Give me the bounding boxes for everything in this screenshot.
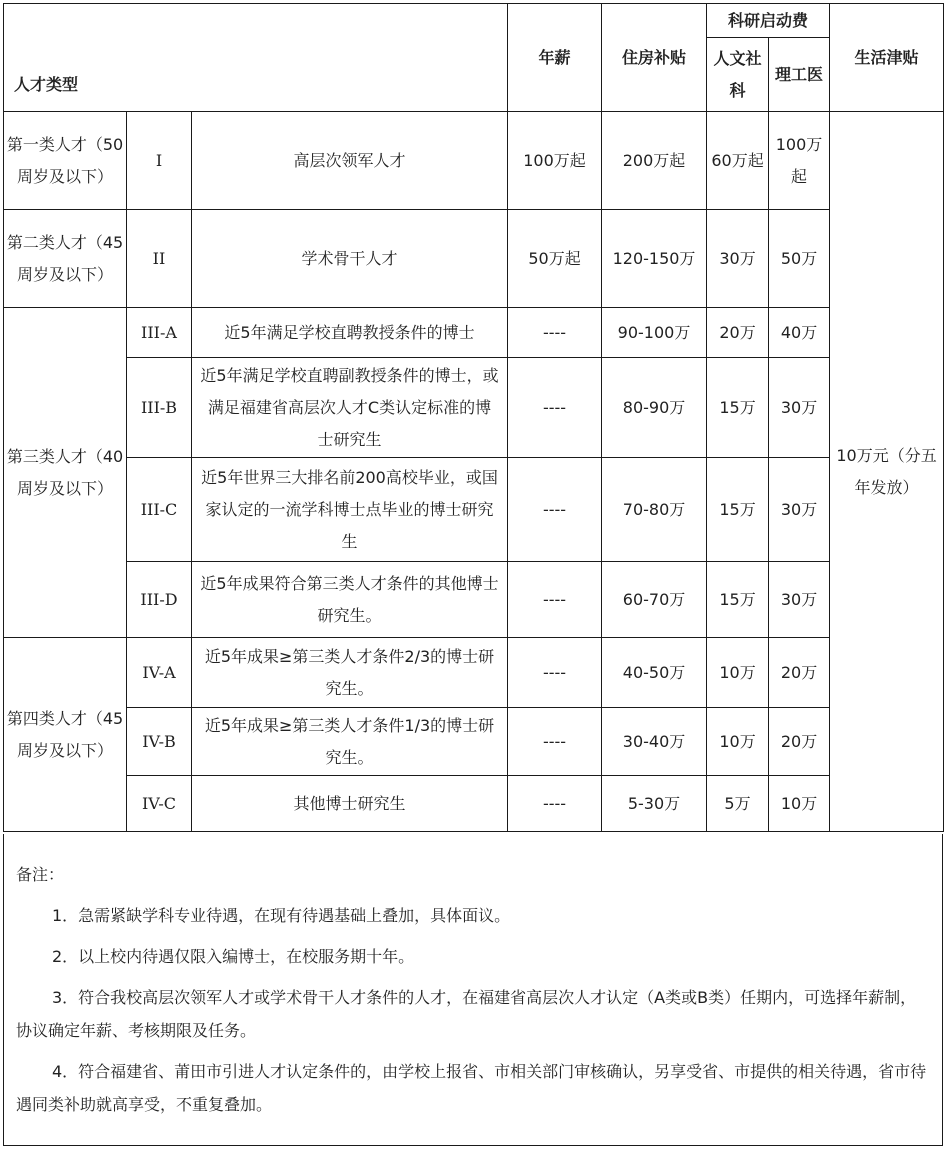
header-salary: 年薪 [508, 4, 602, 112]
salary-value: ---- [508, 708, 602, 776]
humanities-fund: 20万 [707, 308, 769, 358]
header-living-allowance: 生活津贴 [830, 4, 944, 112]
salary-value: ---- [508, 776, 602, 832]
housing-value: 200万起 [602, 112, 707, 210]
header-research-fund: 科研启动费 [707, 4, 830, 38]
category-2: 第二类人才（45周岁及以下） [4, 210, 127, 308]
level-code: IV-B [127, 708, 192, 776]
note-item: 2．以上校内待遇仅限入编博士，在校服务期十年。 [52, 947, 415, 966]
humanities-fund: 15万 [707, 562, 769, 638]
science-fund: 50万 [769, 210, 830, 308]
science-fund: 40万 [769, 308, 830, 358]
living-allowance-value: 10万元（分五年发放） [830, 112, 944, 832]
housing-value: 90-100万 [602, 308, 707, 358]
talent-description: 近5年世界三大排名前200高校毕业，或国家认定的一流学科博士点毕业的博士研究生 [192, 458, 508, 562]
talent-description: 近5年成果符合第三类人才条件的其他博士研究生。 [192, 562, 508, 638]
housing-value: 60-70万 [602, 562, 707, 638]
talent-description: 高层次领军人才 [192, 112, 508, 210]
salary-value: ---- [508, 562, 602, 638]
salary-value: ---- [508, 638, 602, 708]
category-3: 第三类人才（40周岁及以下） [4, 308, 127, 638]
talent-description: 近5年满足学校直聘教授条件的博士 [192, 308, 508, 358]
talent-description: 近5年成果≥第三类人才条件1/3的博士研究生。 [192, 708, 508, 776]
talent-description: 近5年满足学校直聘副教授条件的博士，或满足福建省高层次人才C类认定标准的博士研究生 [192, 358, 508, 458]
housing-value: 70-80万 [602, 458, 707, 562]
salary-value: ---- [508, 458, 602, 562]
science-fund: 20万 [769, 708, 830, 776]
header-humanities: 人文社科 [707, 38, 769, 112]
humanities-fund: 30万 [707, 210, 769, 308]
humanities-fund: 10万 [707, 638, 769, 708]
category-4: 第四类人才（45周岁及以下） [4, 638, 127, 832]
salary-value: 100万起 [508, 112, 602, 210]
humanities-fund: 5万 [707, 776, 769, 832]
talent-description: 学术骨干人才 [192, 210, 508, 308]
science-fund: 10万 [769, 776, 830, 832]
notes-section [3, 834, 943, 1146]
salary-value: ---- [508, 308, 602, 358]
header-talent-type: 人才类型 [4, 4, 508, 112]
salary-value: 50万起 [508, 210, 602, 308]
science-fund: 30万 [769, 358, 830, 458]
header-housing: 住房补贴 [602, 4, 707, 112]
level-code: II [127, 210, 192, 308]
level-code: III-D [127, 562, 192, 638]
talent-description: 近5年成果≥第三类人才条件2/3的博士研究生。 [192, 638, 508, 708]
science-fund: 30万 [769, 458, 830, 562]
housing-value: 5-30万 [602, 776, 707, 832]
category-1: 第一类人才（50周岁及以下） [4, 112, 127, 210]
notes-label: 备注： [16, 865, 65, 884]
humanities-fund: 15万 [707, 358, 769, 458]
humanities-fund: 15万 [707, 458, 769, 562]
science-fund: 30万 [769, 562, 830, 638]
housing-value: 120-150万 [602, 210, 707, 308]
science-fund: 20万 [769, 638, 830, 708]
humanities-fund: 10万 [707, 708, 769, 776]
note-item: 4．符合福建省、莆田市引进人才认定条件的，由学校上报省、市相关部门审核确认，另享受省、市提供的相关待遇，省市待遇同类补助就高享受，不重复叠加。 [16, 1062, 927, 1114]
science-fund: 100万起 [769, 112, 830, 210]
note-item: 3．符合我校高层次领军人才或学术骨干人才条件的人才，在福建省高层次人才认定（A类或B类）任期内，可选择年薪制，协议确定年薪、考核期限及任务。 [16, 988, 917, 1040]
housing-value: 30-40万 [602, 708, 707, 776]
talent-description: 其他博士研究生 [192, 776, 508, 832]
talent-benefits-table [3, 3, 944, 832]
humanities-fund: 60万起 [707, 112, 769, 210]
note-item: 1．急需紧缺学科专业待遇，在现有待遇基础上叠加，具体面议。 [52, 906, 511, 925]
housing-value: 80-90万 [602, 358, 707, 458]
header-science: 理工医 [769, 38, 830, 112]
salary-value: ---- [508, 358, 602, 458]
level-code: III-A [127, 308, 192, 358]
level-code: I [127, 112, 192, 210]
level-code: IV-A [127, 638, 192, 708]
level-code: III-C [127, 458, 192, 562]
level-code: III-B [127, 358, 192, 458]
level-code: IV-C [127, 776, 192, 832]
housing-value: 40-50万 [602, 638, 707, 708]
